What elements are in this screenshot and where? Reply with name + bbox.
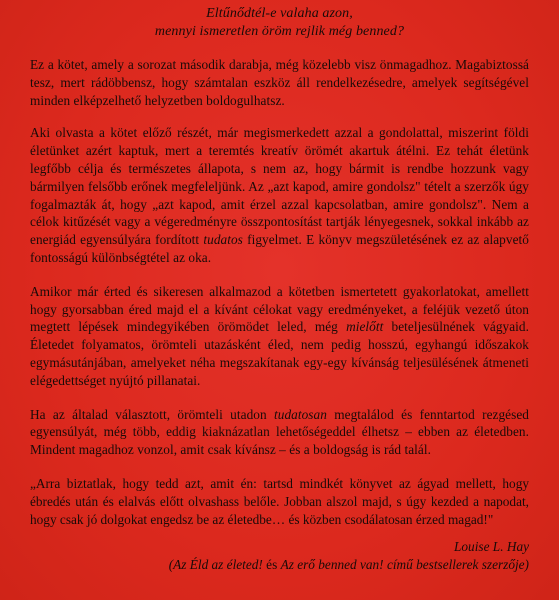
paragraph-2-emphasis: tudatos <box>203 232 243 248</box>
paragraph-3-emphasis: mielőtt <box>346 319 384 335</box>
intro-line-2: mennyi ismeretlen öröm rejlik még benned? <box>154 24 405 39</box>
paragraph-2-text-b: figyelmet. E könyv megszületésének ez az alapvető fontosságú különbségtétel az oka. <box>30 232 529 265</box>
paragraph-3 <box>30 283 529 390</box>
credit-book-2: Az erő benned van! <box>280 557 384 573</box>
paragraph-2 <box>30 124 529 266</box>
credit-rest: című bestsellerek szerzője) <box>383 557 529 573</box>
paragraph-4 <box>30 406 529 459</box>
paragraph-1: Ez a kötet, amely a sorozat második darabja, még közelebb visz önmagadhoz. Magabiztossá tesz, mert rádöbbensz, hogy számtalan eszköz áll rendelkezésedre, amelyek segítségével minden elképzelhető helyzetben boldogulhatsz. <box>30 57 529 108</box>
paragraph-3-text-a: Amikor már érted és sikeresen alkalmazod a kötetben ismertetett gyakorlatokat, amellett hogy gyorsabban éred majd el a kívánt célokat vagy eredményeket, a feléjük vezető úton megtett lépések mindegyikében örömödet leled, még <box>30 283 529 335</box>
endorsement-author: Louise L. Hay <box>454 539 529 555</box>
credit-open: ( <box>168 557 174 573</box>
intro-question <box>30 5 529 41</box>
paragraph-3-text-b: beteljesülnének vágyaid. Életedet folyamatos, örömteli utazásként éled, nem pedig hosszú, egyhangú időszakok egymásutánjában, amelyeket néha megszakítanak egy-egy kívánság teljesülésének átmeneti elégedettséget nyújtó pillanatai. <box>30 319 529 388</box>
paragraph-4-text-b: megtalálod és fenntartod rezgésed egyensúlyát, még több, eddig kiaknázatlan lehetőségeddel élhetsz – ebben az életedben. Mindent magadhoz vonzol, amit csak kívánsz – és a boldogság is rád talál. <box>30 406 529 458</box>
endorsement-quote: „Arra biztatlak, hogy tedd azt, amit én: tartsd mindkét könyvet az ágyad mellett, hogy ébredés után és elalvás előtt olvashass belőle. Jobban alszol majd, s úgy kezded a napodat, hogy csak jó dolgokat engedsz be az életedbe… és közben csodálatosan érzed magad!" <box>30 475 529 527</box>
paragraph-4-emphasis: tudatosan <box>274 406 327 422</box>
credit-and: és <box>262 557 281 573</box>
paragraph-4-text-a: Ha az általad választott, örömteli utadon <box>30 406 274 422</box>
credit-book-1: Az Éld az életed! <box>173 557 263 573</box>
intro-line-1: Eltűnődtél-e valaha azon, <box>206 6 353 21</box>
author-credit <box>30 556 529 574</box>
paragraph-2-text-a: Aki olvasta a kötet előző részét, már megismerkedett azzal a gondolattal, miszerint földi életünket azért kaptuk, mert a teremtés kreatív örömét akartuk átélni. Ez tehát életünk legfőbb célja és természetes állapota, s nem az, hogy bármit is rendbe hozzunk vagy bármilyen felsőbb erőnek megfeleljünk. Az „azt kapod, amire gondolsz" tételt a szerzők úgy fogalmazták át, hogy „azt kapod, amit érzel azzal kapcsolatban, amire gondolsz". Nem a célok kitűzését vagy a végeredményre összpontosítást tartják lényegesnek, sokkal inkább az energiád egyensúlyára fordított <box>30 125 529 248</box>
